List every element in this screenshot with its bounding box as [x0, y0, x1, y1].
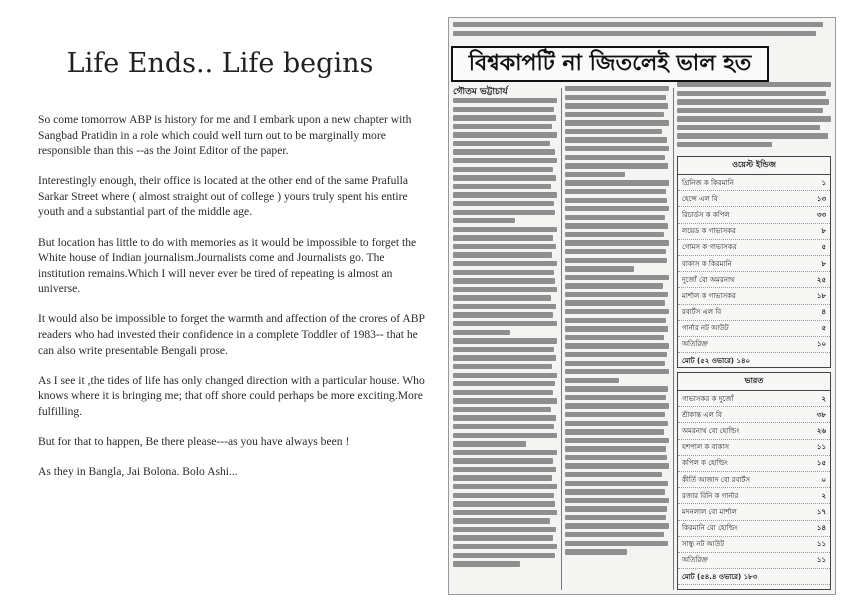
clipping-byline: গৌতম ভট্টাচার্য — [453, 87, 508, 97]
score-row: মদনলাল বো মার্শাল ১৭ — [678, 504, 830, 520]
score-row: হেন্সে এল বি ১৩ — [678, 191, 830, 207]
score-row: রিচার্ডস ক কপিল ৩৩ — [678, 207, 830, 223]
score-row: রবার্টস এল বি ৪ — [678, 305, 830, 321]
clipping-headline: বিশ্বকাপটি না জিতলেই ভাল হত — [451, 46, 769, 82]
score-row: রজার বিনি ক গার্নার ২ — [678, 488, 830, 504]
score-row: অতিরিক্ত ১০ — [678, 337, 830, 353]
score-row: মার্শাল ক গাভাসকর ১৮ — [678, 288, 830, 304]
paragraph: But location has little to do with memories as it would be impossible to forget the White house of Indian journalism.Journalists come and Journalists go. The institution remains.Which I will never ever be tired of repeating is almost an universe. — [38, 235, 417, 296]
score-row: অতিরিক্ত ১১ — [678, 553, 830, 569]
score-row: দুজোঁ বো অমরনাথ ২৫ — [678, 272, 830, 288]
score-row: কপিল ক হোল্ডিং ১৫ — [678, 456, 830, 472]
newspaper-clipping — [448, 17, 836, 595]
clipping-column-2 — [565, 86, 669, 590]
column-rule — [673, 88, 674, 590]
paragraph: But for that to happen, Be there please---as you have always been ! — [38, 435, 350, 448]
scorecard-india — [677, 372, 831, 590]
paragraph: As they in Bangla, Jai Bolona. Bolo Ashi... — [38, 465, 238, 479]
score-row: কীর্তি আজাদ বো রবার্টস ০ — [678, 472, 830, 488]
score-row: গাভাসকর ক দুজোঁ ২ — [678, 391, 830, 407]
score-total: মোট (৫৪.৪ ওভারে) ১৮৩ — [678, 569, 830, 585]
score-total: মোট (৫২ ওভারে) ১৪০ — [678, 353, 830, 368]
essay-body — [38, 112, 430, 494]
scorecard-title: ভারত — [678, 373, 830, 391]
paragraph: It would also be impossible to forget the warmth and affection of the crores of ABP readers who had invested their confidence in a complete Toddler of 1983-- that he can also write presentable Bengali prose. — [38, 312, 425, 357]
score-row: যশপাল ক বাকাস ১১ — [678, 440, 830, 456]
score-row: গার্নার নট আউট ৫ — [678, 321, 830, 337]
score-row: বাকাস ক কিরমানি ৮ — [678, 256, 830, 272]
paragraph: So come tomorrow ABP is history for me and I embark upon a new chapter with Sangbad Pratidin in a role which could well turn out to be marginally more responsible than this --as the Joint Editor of the paper. — [38, 113, 412, 158]
score-row: কিরমানি বো হোল্ডিং ১৪ — [678, 521, 830, 537]
clipping-column-3 — [677, 82, 831, 152]
column-rule — [561, 88, 562, 590]
score-row: শ্রীকান্ত এল বি ৩৮ — [678, 407, 830, 423]
scorecard-west-indies — [677, 156, 831, 368]
score-row: অমরনাথ বো হোল্ডিং ২৬ — [678, 423, 830, 439]
clipping-top-text — [453, 22, 831, 46]
clipping-column-1 — [453, 98, 557, 590]
score-row: সান্ধু নট আউট ১১ — [678, 537, 830, 553]
paragraph: Interestingly enough, their office is located at the other end of the same Prafulla Sarkar Street where ( almost straight out of college ) yours truly spent his entire youth and a substantial part of the middle age. — [38, 174, 409, 219]
score-row: গ্রিনিজ ক কিরমানি ১ — [678, 175, 830, 191]
scorecard-title: ওয়েস্ট ইন্ডিজ — [678, 157, 830, 175]
score-row: লয়েড ক গাভাসকর ৮ — [678, 224, 830, 240]
paragraph: As I see it ,the tides of life has only changed direction with a particular house. Who knows where it is bringing me; that off shore could perhaps be more exciting.More fulfilling. — [38, 373, 425, 418]
page-title: Life Ends.. Life begins — [66, 48, 374, 79]
score-row: গোমস ক গাভাসকর ৫ — [678, 240, 830, 256]
